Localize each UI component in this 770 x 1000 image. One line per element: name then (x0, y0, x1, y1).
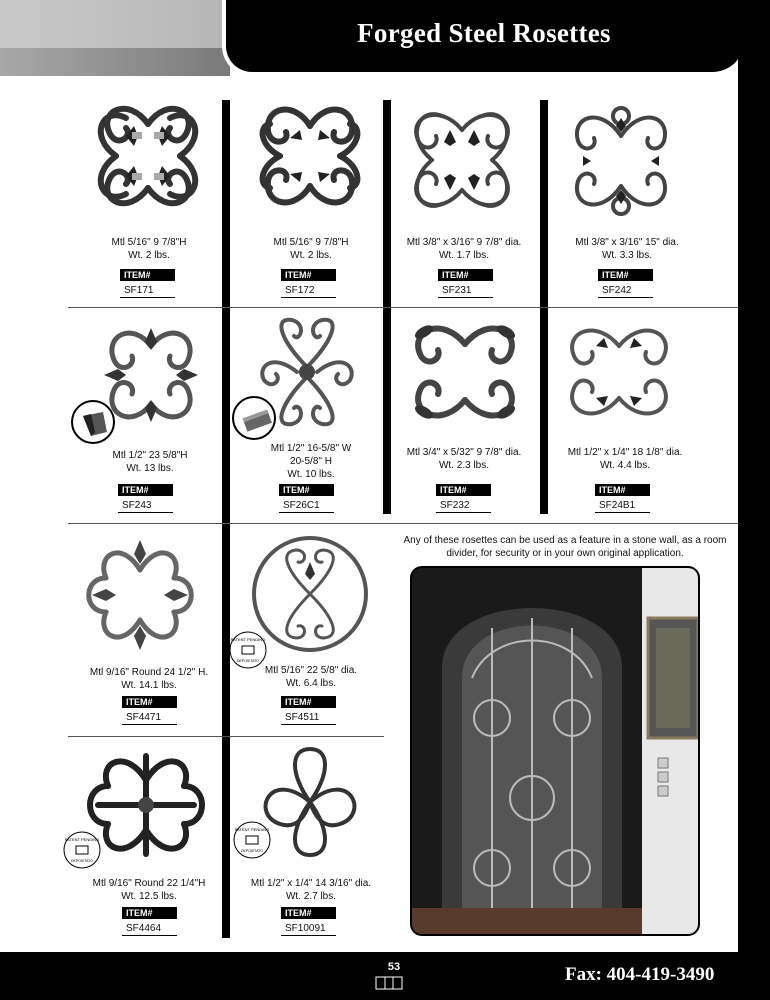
item-code: SF10091 (281, 922, 336, 936)
rosette-icon (250, 96, 370, 216)
item-spec-block (90, 449, 210, 475)
item-spec-block (552, 236, 702, 262)
item-code: SF26C1 (279, 499, 334, 513)
rosette-icon (556, 96, 686, 226)
row-rule-3 (68, 736, 384, 737)
item-badge: ITEM# (438, 269, 493, 281)
item-code: SF24B1 (595, 499, 650, 513)
rosette-icon (88, 96, 208, 216)
item-weight: Wt. 2 lbs. (128, 250, 170, 261)
header-band-lower (0, 48, 230, 76)
application-caption: Any of these rosettes can be used as a feature in a stone wall, as a room divider, for security or in your own original application. (403, 535, 727, 559)
item-weight: Wt. 13 lbs. (126, 463, 174, 474)
page-title: Forged Steel Rosettes (357, 18, 611, 48)
item-code: SF243 (118, 499, 173, 513)
item-spec: Mtl 1/2" x 1/4" 14 3/16" dia. (250, 878, 372, 889)
item-badge: ITEM# (122, 907, 177, 919)
patent-seal-icon (62, 830, 102, 870)
svg-text:PATENT PENDING: PATENT PENDING (64, 837, 100, 842)
item-badge: ITEM# (118, 484, 173, 496)
column-divider-left (222, 100, 230, 938)
item-spec-block (550, 446, 700, 472)
item-weight: Wt. 3.3 lbs. (601, 250, 652, 261)
item-weight: Wt. 10 lbs. (287, 469, 335, 480)
gate-logo-icon (375, 976, 403, 990)
item-badge: ITEM# (598, 269, 653, 281)
right-edge-bar (738, 0, 770, 1000)
item-spec: Mtl 1/2" x 1/4" 18 1/8" dia. (567, 447, 683, 458)
item-code: SF4471 (122, 711, 177, 725)
rosette-icon (78, 530, 202, 660)
gate-photo (410, 566, 700, 936)
item-code: SF242 (598, 284, 653, 298)
item-spec: Mtl 3/8" x 3/16" 9 7/8" dia. (406, 237, 522, 248)
item-code: SF4464 (122, 922, 177, 936)
item-weight: Wt. 6.4 lbs. (285, 678, 336, 689)
item-badge: ITEM# (595, 484, 650, 496)
item-badge: ITEM# (122, 696, 177, 708)
item-spec-block (248, 442, 374, 481)
item-spec-block (76, 877, 222, 903)
rosette-icon (402, 316, 528, 428)
item-badge: ITEM# (281, 696, 336, 708)
item-weight: Wt. 12.5 lbs. (121, 891, 177, 902)
item-spec-block (86, 236, 212, 262)
item-badge: ITEM# (281, 907, 336, 919)
svg-text:DEPOSITATO: DEPOSITATO (241, 849, 263, 853)
item-spec-block (76, 666, 222, 692)
row-rule-2 (68, 523, 738, 524)
item-badge: ITEM# (436, 484, 491, 496)
item-code: SF171 (120, 284, 175, 298)
item-badge: ITEM# (279, 484, 334, 496)
rosette-icon (84, 744, 208, 866)
rosette-icon (556, 316, 682, 428)
title-tab (222, 0, 742, 76)
patent-seal-icon (232, 820, 272, 860)
item-spec-block (394, 236, 534, 262)
item-spec: Mtl 3/4" x 5/32" 9 7/8" dia. (406, 447, 522, 458)
item-weight: Wt. 1.7 lbs. (438, 250, 489, 261)
bar-profile-icon (71, 400, 115, 444)
svg-text:DEPOSITATO: DEPOSITATO (71, 859, 93, 863)
item-code: SF4511 (281, 711, 336, 725)
item-weight: Wt. 4.4 lbs. (599, 460, 650, 471)
item-code: SF232 (436, 499, 491, 513)
item-weight: Wt. 2.7 lbs. (285, 891, 336, 902)
item-spec: Mtl 3/8" x 3/16" 15" dia. (575, 237, 679, 248)
item-spec: Mtl 9/16" Round 22 1/4"H (92, 878, 206, 889)
item-weight: Wt. 2.3 lbs. (438, 460, 489, 471)
rosette-icon (400, 98, 524, 222)
item-spec-block (394, 446, 534, 472)
item-code: SF172 (281, 284, 336, 298)
bar-profile-icon (232, 396, 276, 440)
item-spec: Mtl 1/2" 23 5/8"H (112, 450, 188, 461)
item-spec: Mtl 1/2" 16-5/8" W (270, 443, 352, 454)
item-spec-height: 20-5/8" H (290, 456, 332, 467)
fax-number: Fax: 404-419-3490 (565, 964, 715, 985)
item-spec: Mtl 5/16" 22 5/8" dia. (264, 665, 358, 676)
item-spec: Mtl 5/16" 9 7/8"H (273, 237, 349, 248)
svg-text:PATENT PENDING: PATENT PENDING (234, 827, 270, 832)
row-rule-1 (68, 307, 738, 308)
item-badge: ITEM# (120, 269, 175, 281)
item-badge: ITEM# (281, 269, 336, 281)
item-weight: Wt. 2 lbs. (290, 250, 332, 261)
item-spec-block (238, 877, 384, 903)
item-code: SF231 (438, 284, 493, 298)
svg-text:DEPOSITATO: DEPOSITATO (237, 659, 259, 663)
item-spec-block (246, 664, 376, 690)
item-spec-block (248, 236, 374, 262)
item-weight: Wt. 14.1 lbs. (121, 680, 177, 691)
svg-text:PATENT PENDING: PATENT PENDING (230, 637, 266, 642)
page-number: 53 (387, 961, 401, 973)
item-spec: Mtl 5/16" 9 7/8"H (111, 237, 187, 248)
item-spec: Mtl 9/16" Round 24 1/2" H. (89, 667, 209, 678)
